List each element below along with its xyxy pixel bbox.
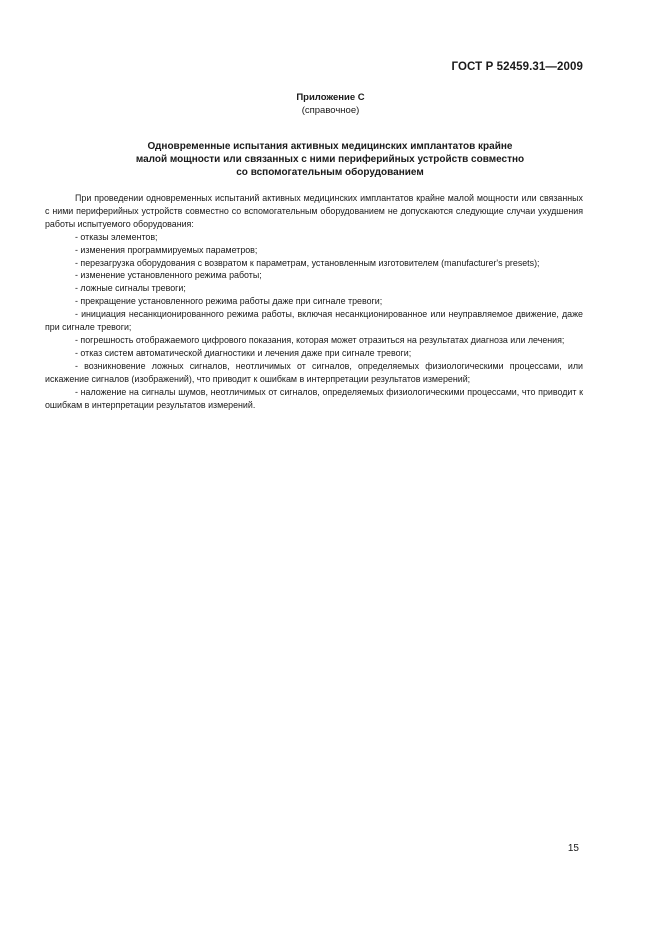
list-item: - прекращение установленного режима работы даже при сигнале тревоги;: [75, 296, 383, 307]
body-text: [45, 192, 583, 411]
page-number: 15: [567, 843, 579, 854]
list-item: - отказ систем автоматической диагностики и лечения даже при сигнале тревоги;: [75, 347, 412, 358]
list-item: - изменение установленного режима работы;: [75, 270, 262, 281]
list-item: - перезагрузка оборудования с возвратом к параметрам, установленным изготовителем (manufacturer's presets);: [75, 257, 540, 268]
appendix-title: Приложение С: [296, 92, 365, 103]
intro-paragraph: При проведении одновременных испытаний активных медицинских имплантатов крайне малой мощности или связанных с ними периферийных устройств совместно со вспомогательным оборудованием не допускаются следующие случаи ухудшения работы испытуемого оборудования:: [45, 193, 583, 229]
section-title-line: со вспомогательным оборудованием: [236, 167, 424, 179]
degradation-list: [45, 231, 583, 412]
list-item: - наложение на сигналы шумов, неотличимых от сигналов, определяемых физиологическими процессами, что приводит к ошибкам в интерпретации результатов измерений.: [45, 386, 583, 410]
document-code: ГОСТ Р 52459.31—2009: [451, 61, 583, 73]
appendix-subtitle: (справочное): [301, 105, 360, 116]
list-item: - ложные сигналы тревоги;: [75, 283, 186, 294]
section-title: [80, 140, 580, 180]
appendix-heading: [0, 91, 661, 117]
list-item: - погрешность отображаемого цифрового показания, которая может отразиться на результатах диагноза или лечения;: [75, 334, 565, 345]
list-item: - возникновение ложных сигналов, неотличимых от сигналов, определяемых физиологическими процессами, или искажение сигналов (изображений), что приводит к ошибкам в интерпретации результатов измерений;: [45, 360, 583, 384]
section-title-line: малой мощности или связанных с ними периферийных устройств совместно: [135, 154, 525, 166]
list-item: - изменения программируемых параметров;: [75, 244, 258, 255]
list-item: - инициация несанкционированного режима работы, включая несанкционированное или неуправляемое движение, даже при сигнале тревоги;: [45, 309, 583, 333]
list-item: - отказы элементов;: [75, 231, 158, 242]
section-title-line: Одновременные испытания активных медицинских имплантатов крайне: [147, 141, 513, 152]
